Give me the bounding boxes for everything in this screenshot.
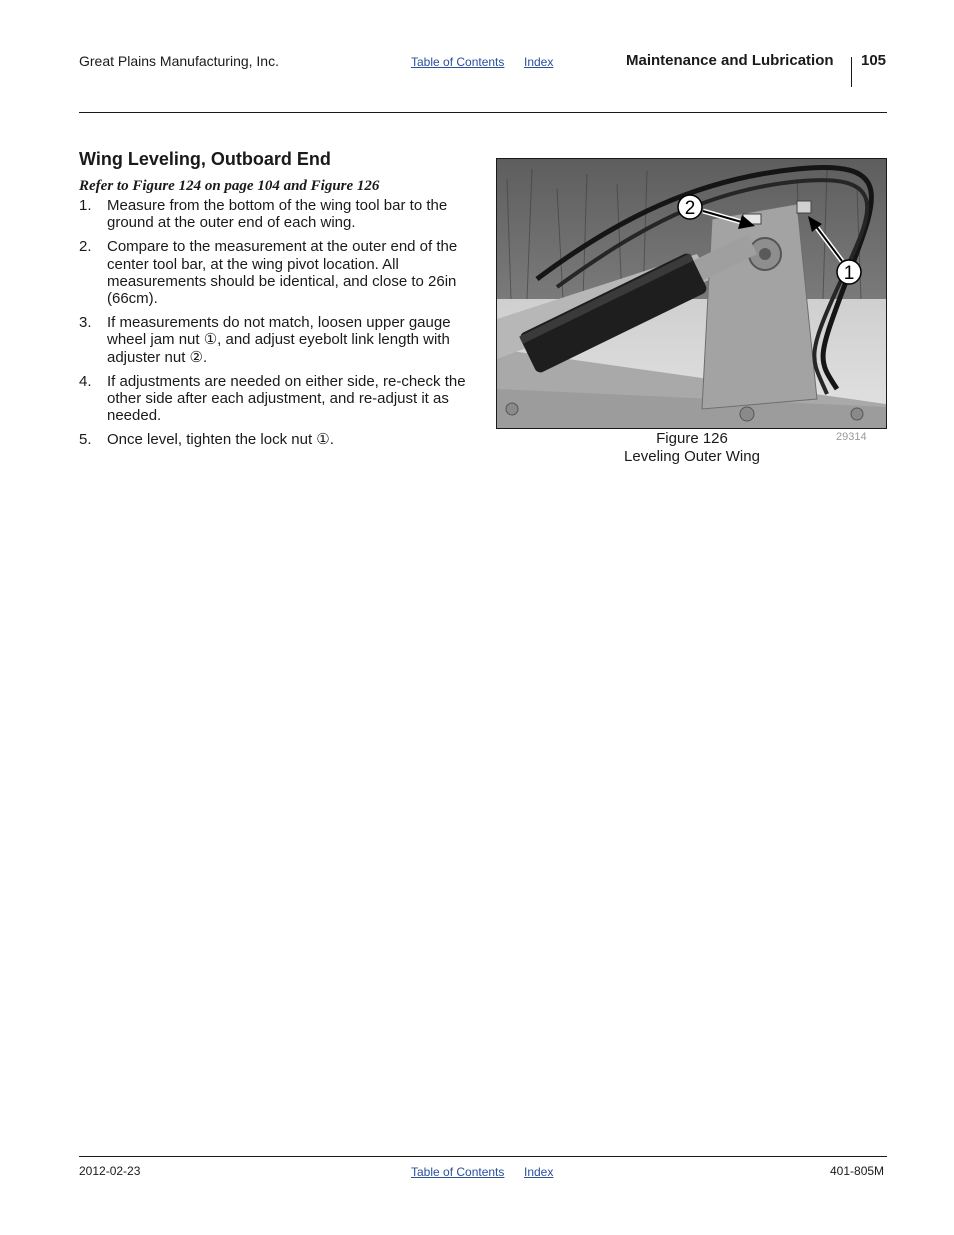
step-text: Once level, tighten the lock nut ①.: [107, 431, 334, 449]
step-item: [79, 314, 474, 366]
step-item: [79, 238, 474, 307]
step-number: 3.: [79, 314, 92, 332]
document-code: 401-805M: [830, 1164, 885, 1178]
step-text: Compare to the measurement at the outer end of the center tool bar, at the wing pivot location. All measurements should be identical, and close to 26in (66cm).: [107, 238, 458, 308]
step-number: 2.: [79, 238, 92, 256]
step-item: [79, 197, 474, 231]
header-toc-link[interactable]: Table of Contents: [411, 55, 505, 69]
callout-1: [837, 260, 861, 284]
step-text: If measurements do not match, loosen upper gauge wheel jam nut ①, and adjust eyebolt link length with adjuster nut ②.: [107, 314, 451, 366]
footer-index-link[interactable]: Index: [524, 1165, 554, 1179]
footer-date: 2012-02-23: [79, 1164, 141, 1178]
figure-caption-number: Figure 126: [656, 430, 728, 447]
figure-photo: [496, 158, 887, 429]
figure-reference: Refer to Figure 124 on page 104 and Figure 126: [79, 178, 380, 194]
header-divider: [851, 57, 852, 87]
step-number: 1.: [79, 197, 92, 214]
figure-caption-title: Leveling Outer Wing: [624, 447, 760, 465]
step-item: [79, 431, 474, 448]
procedure-steps: [79, 197, 474, 456]
step-number: 4.: [79, 372, 92, 390]
step-number: 5.: [79, 431, 92, 449]
header-index-link[interactable]: Index: [524, 55, 554, 69]
footer-toc-link[interactable]: Table of Contents: [411, 1165, 505, 1179]
page-number: 105: [861, 52, 887, 69]
section-name: Maintenance and Lubrication: [626, 52, 834, 69]
step-text: Measure from the bottom of the wing tool bar to the ground at the outer end of each wing.: [107, 197, 448, 232]
callout-2-label: 2: [684, 198, 696, 219]
callout-2: [678, 195, 702, 219]
step-item: [79, 373, 474, 425]
footer-rule: [79, 1156, 887, 1157]
callout-1-label: 1: [843, 263, 855, 284]
step-text: If adjustments are needed on either side, re-check the other side after each adjustment, and re-adjust it as needed.: [107, 372, 466, 425]
figure-caption: [592, 430, 792, 465]
company-name: Great Plains Manufacturing, Inc.: [79, 53, 279, 69]
header-rule: [79, 112, 887, 113]
image-number: 29314: [836, 431, 867, 443]
section-title: Wing Leveling, Outboard End: [79, 149, 331, 169]
